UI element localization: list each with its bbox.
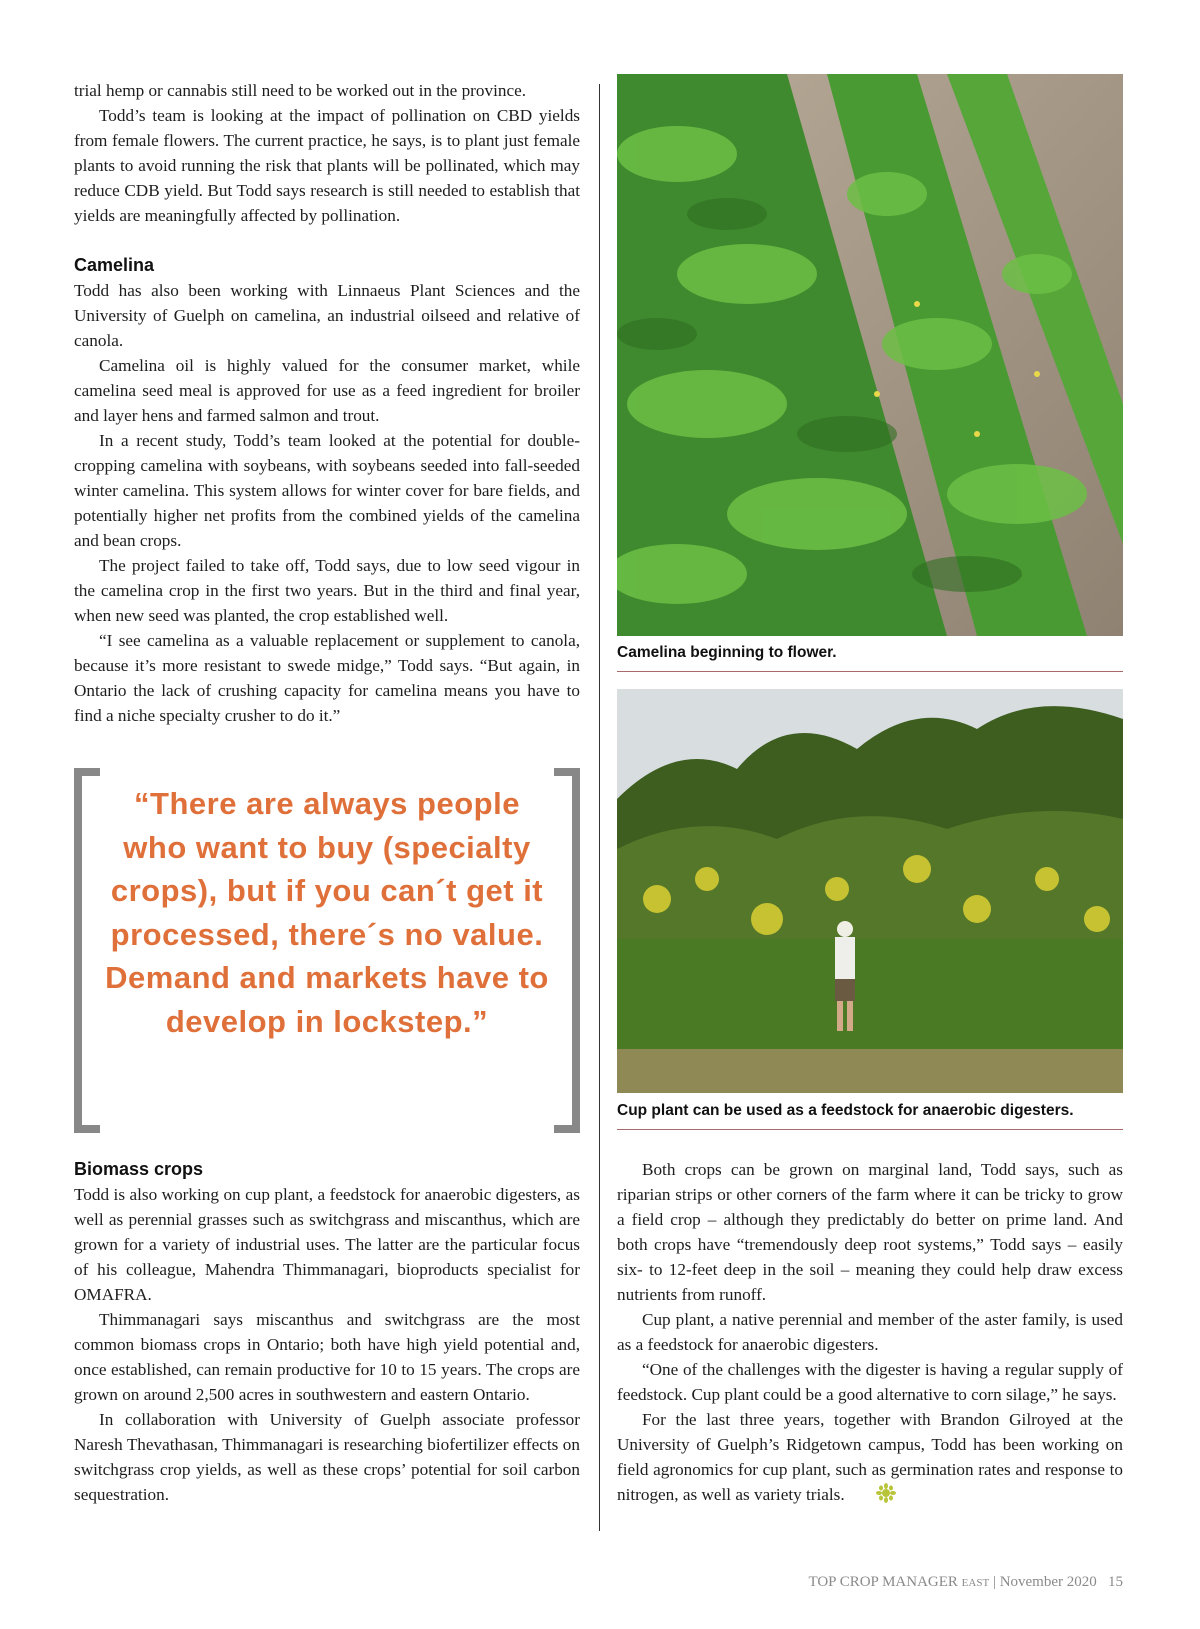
column-divider (599, 84, 600, 1531)
paragraph: The project failed to take off, Todd says, due to low seed vigour in the camelina crop in the first two years. But in the third and final year, when new seed was planted, the crop established well. (74, 556, 580, 625)
section-heading-camelina: Camelina (74, 255, 155, 275)
section-heading-biomass: Biomass crops (74, 1159, 204, 1179)
paragraph: Todd’s team is looking at the impact of pollination on CBD yields from female flowers. The current practice, he says, is to plant just female plants to avoid running the risk that plants will be pollinated, which may reduce CDB yield. But Todd says research is still needed to establish that yields are meaningfully affected by pollination. (74, 106, 580, 225)
pull-quote-text: “There are always people who want to buy (specialty crops), but if you can´t get it processed, there´s no value. Demand and markets have to develop in lockstep.” (105, 786, 549, 1039)
paragraph: “I see camelina as a valuable replacement or supplement to canola, because it’s more resistant to swede midge,” Todd says. “But again, in Ontario the lack of crushing capacity for camelina means you have to find a niche specialty crusher to do it.” (74, 631, 580, 725)
photo-caption: Camelina beginning to flower. (617, 643, 1123, 672)
paragraph: In a recent study, Todd’s team looked at the potential for double-cropping camelina with soybeans, with soybeans seeded into fall-seeded winter camelina. This system allows for winter cover for bare fields, and potentially higher net profits from the combined yields of the camelina and bean crops. (74, 431, 580, 550)
paragraph: Thimmanagari says miscanthus and switchgrass are the most common biomass crops in Ontario; both have high yield potential and, once established, can remain productive for 10 to 15 years. The crops are grown on around 2,500 acres in southwestern and eastern Ontario. (74, 1310, 580, 1404)
right-column-bottom (617, 1157, 1123, 1510)
paragraph: Camelina oil is highly valued for the consumer market, while camelina seed meal is approved for use as a feed ingredient for broiler and layer hens and farmed salmon and trout. (74, 356, 580, 425)
magazine-edition: EAST (961, 1577, 990, 1589)
cup-plant-photo (617, 689, 1123, 1093)
bracket-right-icon (554, 768, 580, 1133)
pull-quote (74, 768, 580, 1133)
left-column (74, 78, 580, 728)
paragraph: Todd has also been working with Linnaeus Plant Sciences and the University of Guelph on camelina, an industrial oilseed and relative of canola. (74, 281, 580, 350)
paragraph: Both crops can be grown on marginal land, Todd says, such as riparian strips or other corners of the farm where it can be tricky to grow a field crop – although they predictably do better on prime land. And both crops have “tremendously deep root systems,” Todd says – easily six- to 12-feet deep in the soil – meaning they could help draw excess nutrients from runoff. (617, 1160, 1123, 1304)
page-footer (808, 1574, 1123, 1591)
issue-date: November 2020 (999, 1574, 1097, 1590)
paragraph-text: For the last three years, together with Brandon Gilroyed at the University of Guelph’s Ridgetown campus, Todd has been working on field agronomics for cup plant, such as germination rates and response to nitrogen, as well as variety trials. (617, 1410, 1123, 1504)
paragraph: trial hemp or cannabis still need to be worked out in the province. (74, 81, 527, 100)
leaf-end-icon (851, 1483, 896, 1510)
page-number: 15 (1108, 1574, 1123, 1590)
paragraph: Todd is also working on cup plant, a feedstock for anaerobic digesters, as well as perennial grasses such as switchgrass and miscanthus, which are grown for a variety of industrial uses. The latter are the particular focus of his colleague, Mahendra Thimmanagari, bioproducts specialist for OMAFRA. (74, 1185, 580, 1304)
magazine-name: TOP CROP MANAGER (808, 1574, 958, 1590)
paragraph: “One of the challenges with the digester is having a regular supply of feedstock. Cup plant could be a good alternative to corn silage,” he says. (617, 1360, 1123, 1404)
paragraph (617, 1407, 1123, 1510)
photo-caption: Cup plant can be used as a feedstock for anaerobic digesters. (617, 1101, 1123, 1130)
paragraph: Cup plant, a native perennial and member of the aster family, is used as a feedstock for anaerobic digesters. (617, 1310, 1123, 1354)
footer-separator: | (992, 1574, 996, 1590)
camelina-photo (617, 74, 1123, 636)
bracket-left-icon (74, 768, 100, 1133)
paragraph: In collaboration with University of Guelph associate professor Naresh Thevathasan, Thimmanagari is researching biofertilizer effects on switchgrass crop yields, as well as these crops’ potential for soil carbon sequestration. (74, 1410, 580, 1504)
left-column-bottom (74, 1157, 580, 1507)
